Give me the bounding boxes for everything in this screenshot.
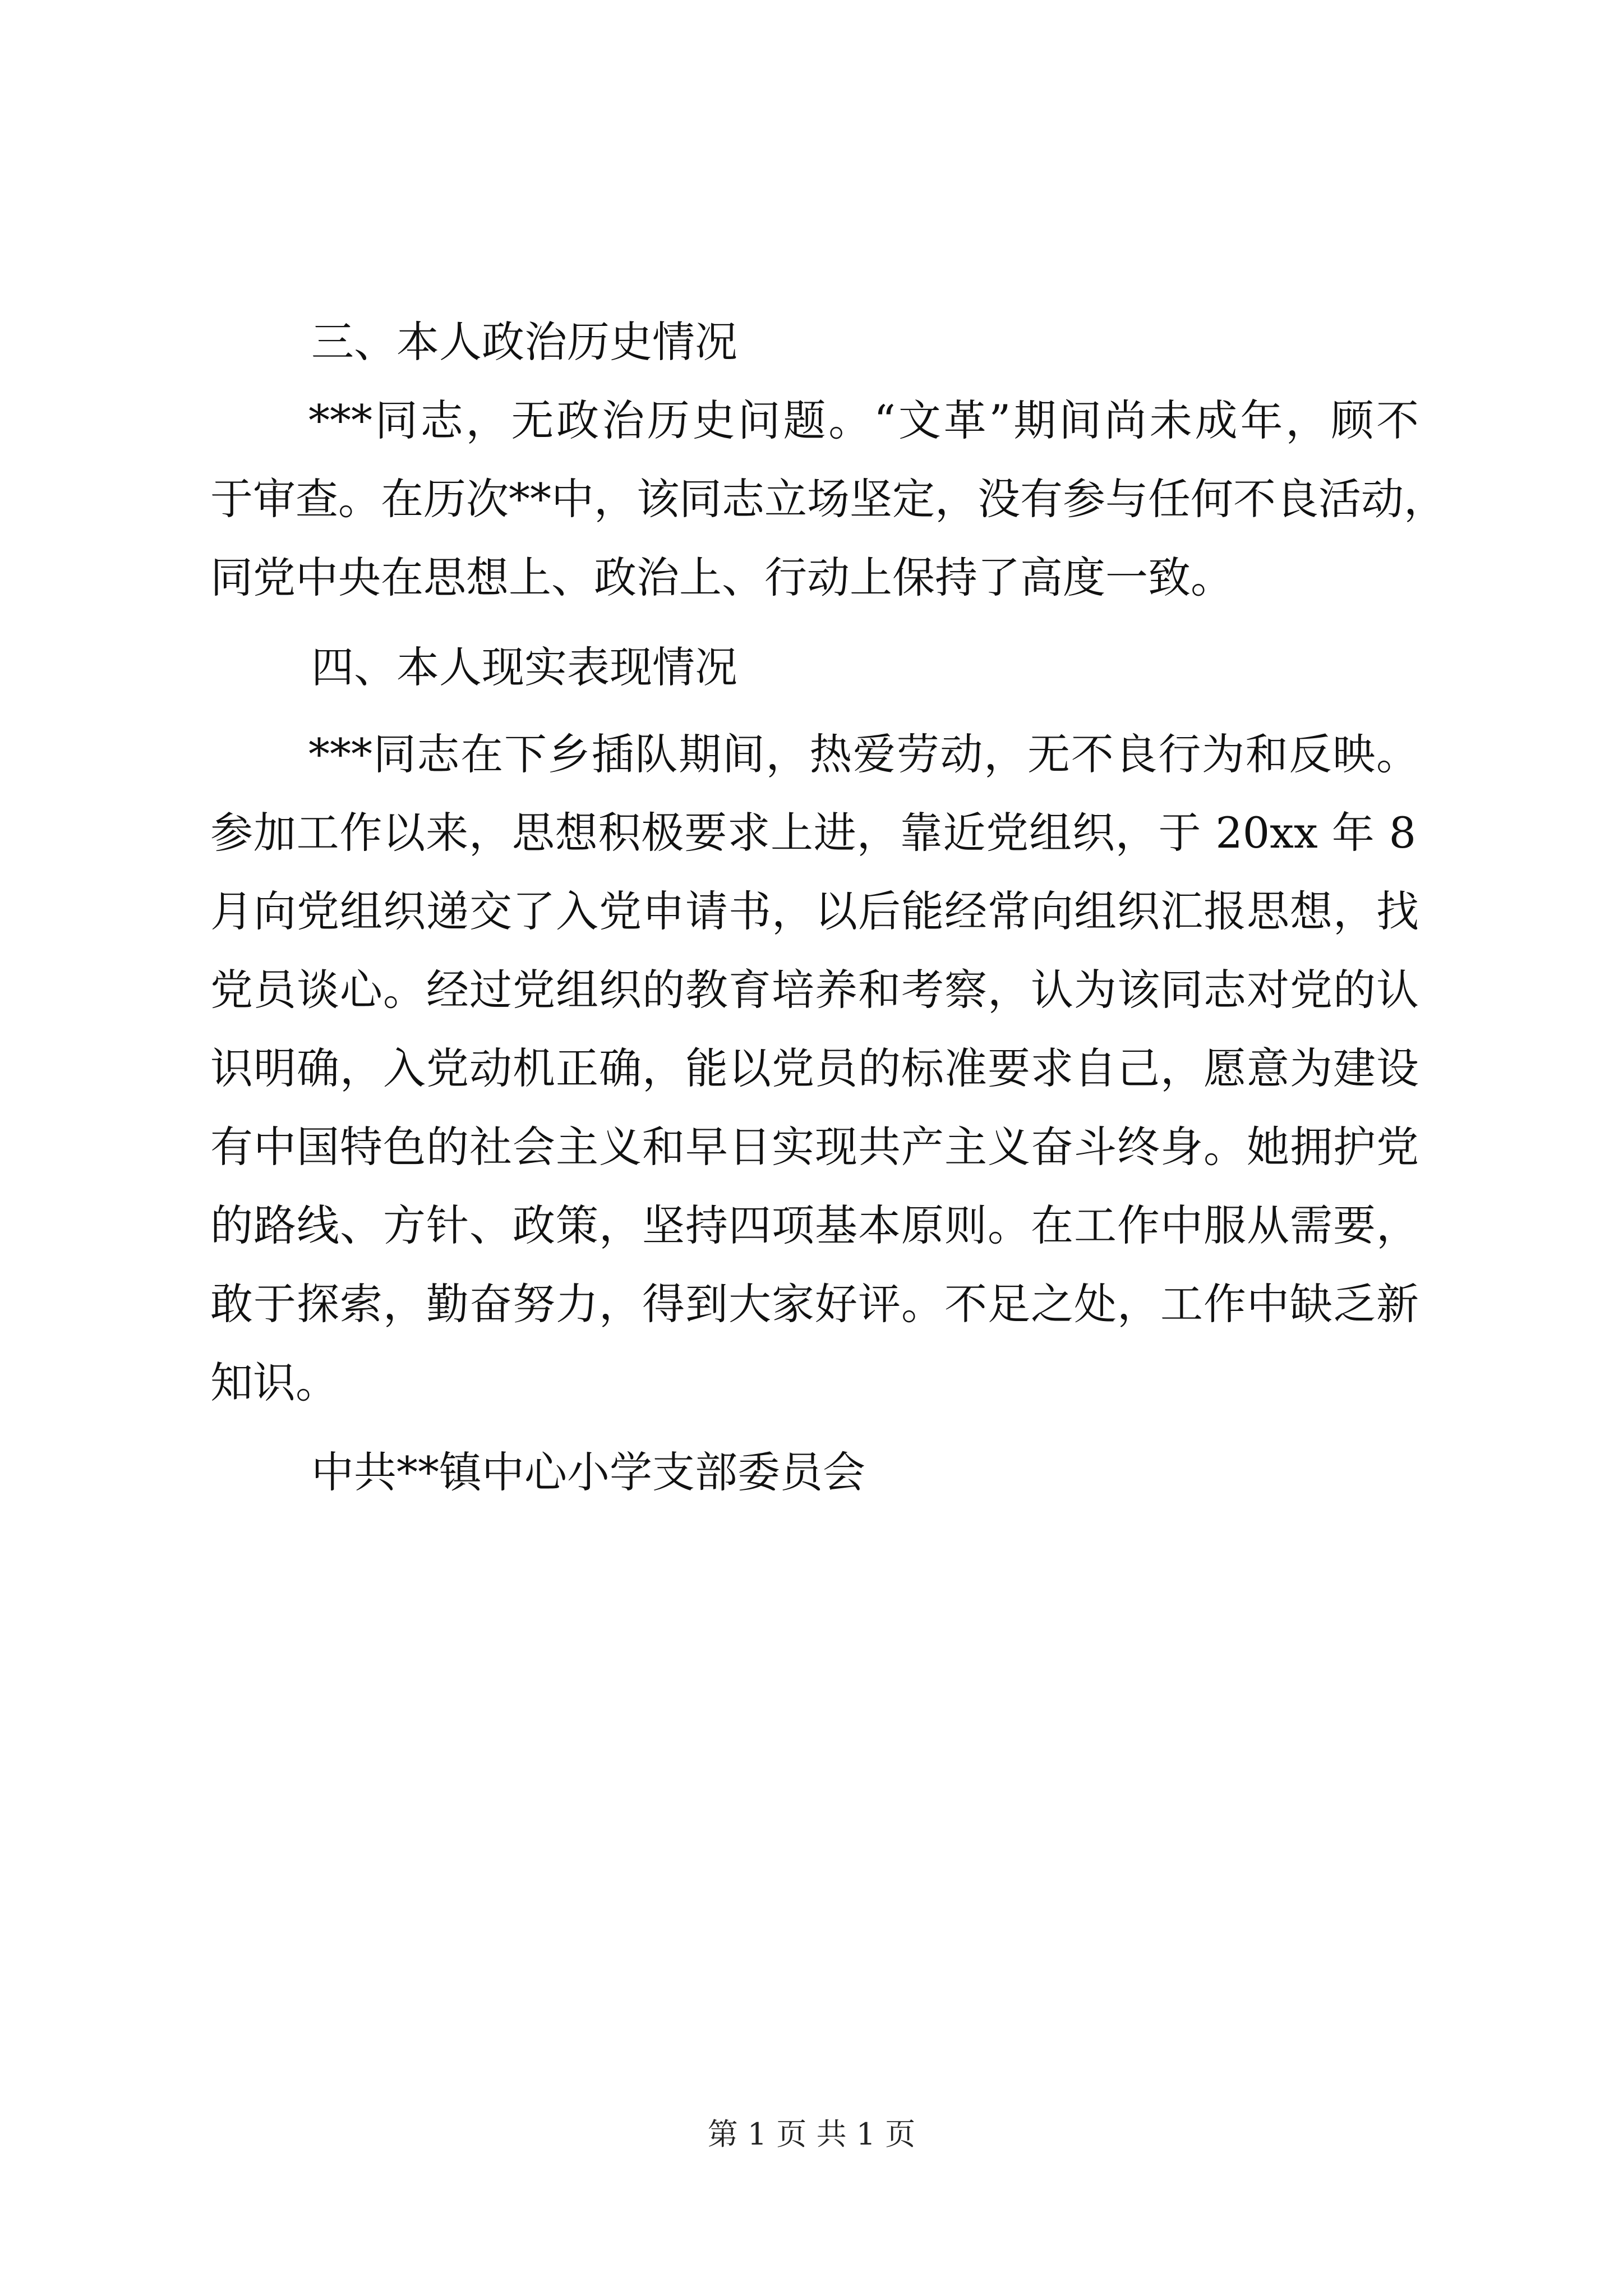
paragraph-line: 月向党组织递交了入党申请书，以后能经常向组织汇报思想，找 [210, 886, 1419, 936]
paragraph-line: 于审查。在历次**中，该同志立场坚定，没有参与任何不良活动， [210, 474, 1446, 524]
paragraph-line: 敢于探索，勤奋努力，得到大家好评。不足之处，工作中缺乏新 [210, 1279, 1419, 1329]
paragraph-line: 识明确，入党动机正确，能以党员的标准要求自己，愿意为建设 [210, 1043, 1419, 1093]
page-number-footer: 第 1 页 共 1 页 [707, 2116, 916, 2152]
section-heading-current-performance: 四、本人现实表现情况 [311, 642, 737, 692]
signature-organization: 中共**镇中心小学支部委员会 [311, 1447, 865, 1497]
paragraph-line: 同党中央在思想上、政治上、行动上保持了高度一致。 [210, 553, 1233, 602]
paragraph-line: 党员谈心。经过党组织的教育培养和考察，认为该同志对党的认 [210, 965, 1419, 1015]
paragraph-line: ***同志，无政治历史问题。“文革”期间尚未成年，顾不 [308, 395, 1419, 445]
section-heading-political-history: 三、本人政治历史情况 [311, 317, 737, 367]
paragraph-line: 的路线、方针、政策，坚持四项基本原则。在工作中服从需要， [210, 1200, 1419, 1250]
paragraph-line: 知识。 [210, 1358, 338, 1407]
paragraph-line: 参加工作以来，思想积极要求上进，靠近党组织，于 20xx 年 8 [210, 808, 1416, 858]
paragraph-line: ***同志在下乡插队期间，热爱劳动，无不良行为和反映。 [308, 729, 1419, 779]
paragraph-line: 有中国特色的社会主义和早日实现共产主义奋斗终身。她拥护党 [210, 1122, 1419, 1172]
